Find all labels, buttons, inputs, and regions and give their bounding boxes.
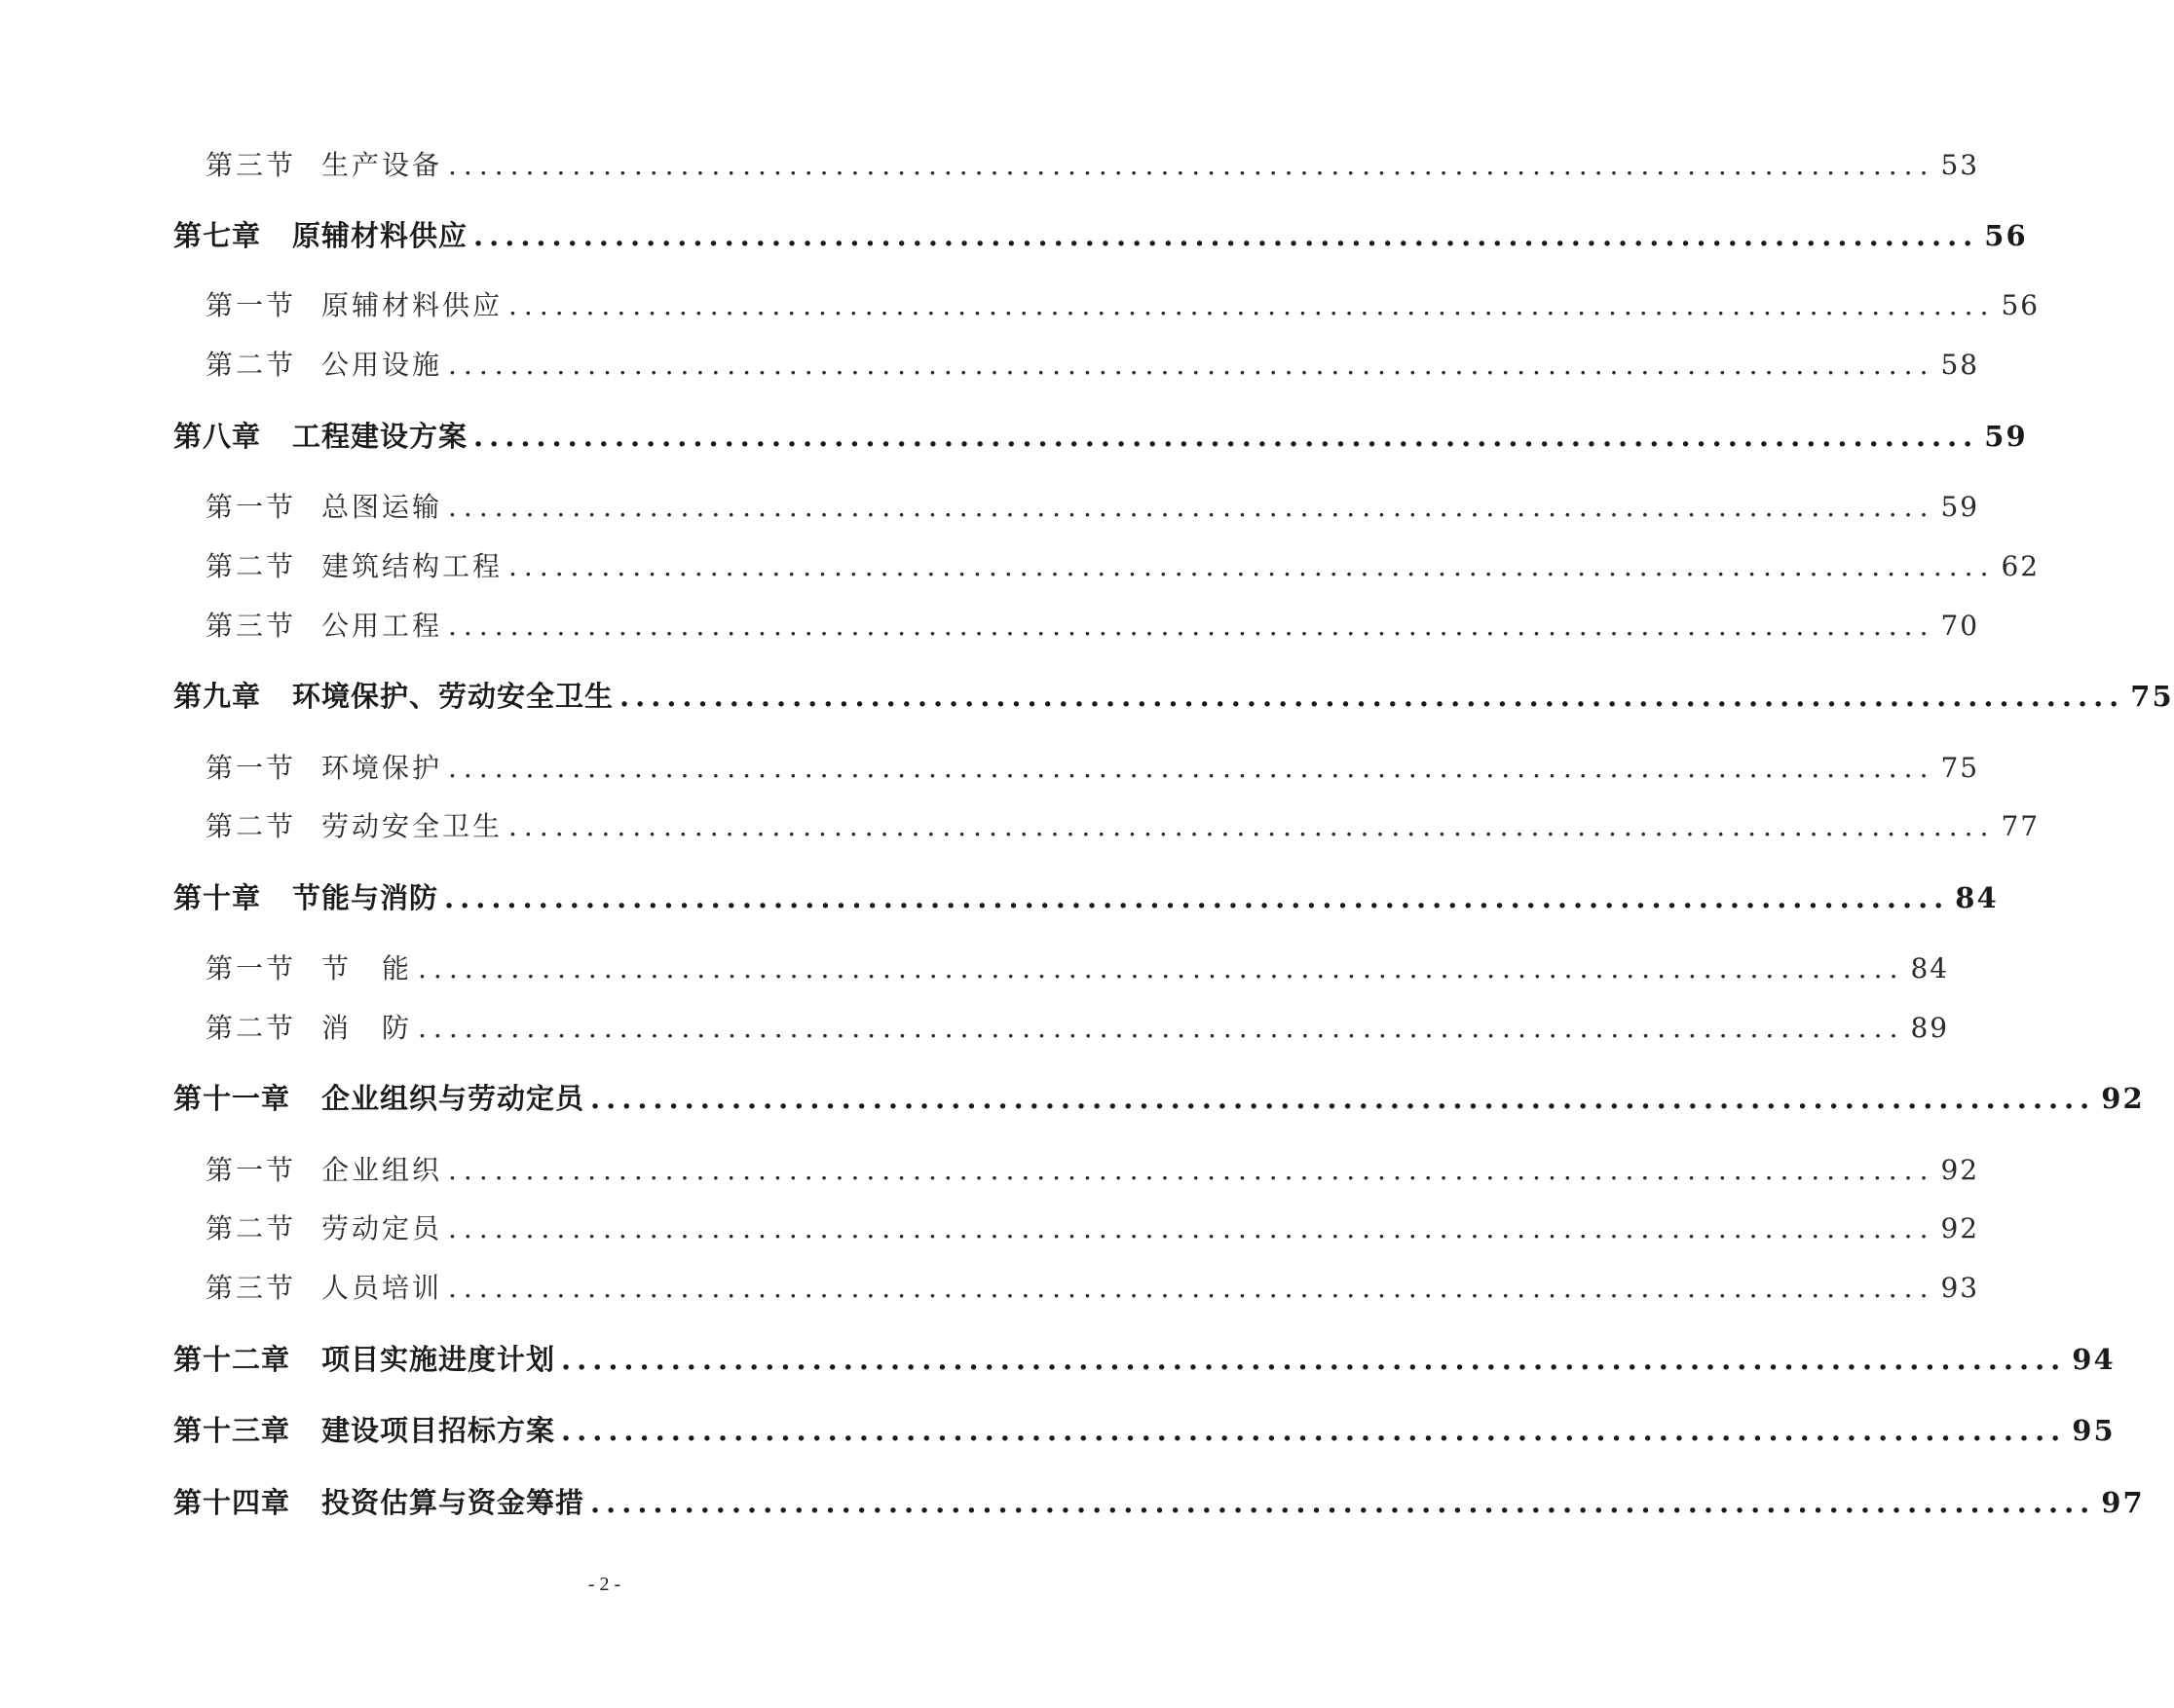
toc-entry-chapter[interactable]: [173, 876, 1999, 916]
dot-leader: ................................................................................................: [508, 289, 1996, 321]
page-number: 84: [1910, 952, 1950, 984]
toc-entry-chapter[interactable]: [173, 415, 2028, 455]
toc-entry-section[interactable]: [206, 1149, 1980, 1188]
dot-leader: ................................................................................................: [448, 149, 1935, 181]
dot-leader: ................................................................................................: [508, 810, 1996, 842]
section-number: 第一节: [206, 752, 297, 784]
page-number: 53: [1940, 149, 1980, 181]
page-number: 77: [2001, 810, 2041, 842]
page-number: 58: [1940, 349, 1980, 381]
chapter-title: 工程建设方案: [292, 420, 469, 453]
section-title: 节 能: [321, 952, 413, 984]
section-number: 第二节: [206, 810, 297, 842]
dot-leader: ................................................................................................: [448, 491, 1935, 523]
section-title: 消 防: [321, 1012, 413, 1044]
dot-leader: ................................................................................................: [448, 752, 1935, 784]
section-title: 企业组织: [321, 1154, 443, 1186]
chapter-number: 第八章: [173, 420, 262, 453]
section-title: 环境保护: [321, 752, 443, 784]
dot-leader: ................................................................................................: [418, 1012, 1905, 1044]
section-number: 第一节: [206, 491, 297, 523]
toc-entry-chapter[interactable]: [173, 1338, 2116, 1378]
toc-entry-section[interactable]: [206, 1207, 1980, 1246]
page-footer: [0, 1574, 1209, 1596]
chapter-number: 第九章: [173, 680, 262, 713]
page-number: 56: [2001, 289, 2041, 321]
chapter-number: 第十一章: [173, 1082, 291, 1115]
section-number: 第三节: [206, 610, 297, 642]
dot-leader: ................................................................................................: [473, 219, 1979, 252]
toc-entry-chapter[interactable]: [173, 675, 2174, 715]
page-number: 89: [1910, 1012, 1950, 1044]
section-number: 第二节: [206, 1012, 297, 1044]
dot-leader: ................................................................................................: [561, 1343, 2067, 1376]
toc-entry-section[interactable]: [206, 545, 2041, 584]
page-number: 92: [1940, 1154, 1980, 1186]
chapter-title: 节能与消防: [292, 881, 439, 914]
dot-leader: ................................................................................................: [448, 610, 1935, 642]
chapter-number: 第十章: [173, 881, 262, 914]
section-number: 第二节: [206, 1212, 297, 1244]
toc-entry-section[interactable]: [206, 1267, 1980, 1306]
toc-entry-section[interactable]: [206, 144, 1980, 183]
section-title: 原辅材料供应: [321, 289, 504, 321]
section-number: 第一节: [206, 1154, 297, 1186]
toc-entry-chapter[interactable]: [173, 1077, 2145, 1117]
toc-entry-chapter[interactable]: [173, 1409, 2116, 1449]
section-number: 第二节: [206, 349, 297, 381]
dot-leader: ................................................................................................: [619, 680, 2125, 713]
toc-entry-section[interactable]: [206, 747, 1980, 786]
section-title: 建筑结构工程: [321, 550, 504, 582]
chapter-number: 第七章: [173, 219, 262, 252]
toc-entry-section[interactable]: [206, 605, 1980, 644]
page-number: 97: [2101, 1486, 2145, 1519]
toc-entry-section[interactable]: [206, 486, 1980, 525]
section-number: 第二节: [206, 550, 297, 582]
section-title: 劳动定员: [321, 1212, 443, 1244]
section-number: 第三节: [206, 149, 297, 181]
toc-entry-section[interactable]: [206, 1007, 1950, 1046]
chapter-number: 第十四章: [173, 1486, 291, 1519]
section-number: 第一节: [206, 289, 297, 321]
dot-leader: ................................................................................................: [448, 1154, 1935, 1186]
dot-leader: ................................................................................................: [448, 349, 1935, 381]
page-number: 84: [1955, 881, 1999, 914]
chapter-number: 第十三章: [173, 1414, 291, 1447]
dot-leader: ................................................................................................: [473, 420, 1979, 453]
section-number: 第三节: [206, 1272, 297, 1304]
page-number: 92: [2101, 1082, 2145, 1115]
section-title: 公用工程: [321, 610, 443, 642]
chapter-number: 第十二章: [173, 1343, 291, 1376]
page-number: 59: [1940, 491, 1980, 523]
page-number: 75: [1940, 752, 1980, 784]
toc-entry-section[interactable]: [206, 344, 1980, 383]
section-title: 人员培训: [321, 1272, 443, 1304]
page-number: 70: [1940, 610, 1980, 642]
page-number: 62: [2001, 550, 2041, 582]
dot-leader: ................................................................................................: [561, 1414, 2067, 1447]
chapter-title: 环境保护、劳动安全卫生: [292, 680, 615, 713]
dot-leader: ................................................................................................: [590, 1082, 2096, 1115]
section-title: 劳动安全卫生: [321, 810, 504, 842]
chapter-title: 原辅材料供应: [292, 219, 469, 252]
chapter-title: 建设项目招标方案: [321, 1414, 556, 1447]
dot-leader: ................................................................................................: [508, 550, 1996, 582]
chapter-title: 企业组织与劳动定员: [321, 1082, 585, 1115]
dot-leader: ................................................................................................: [444, 881, 1950, 914]
dot-leader: ................................................................................................: [448, 1272, 1935, 1304]
toc-entry-section[interactable]: [206, 947, 1950, 986]
page-number: 94: [2072, 1343, 2116, 1376]
dot-leader: ................................................................................................: [448, 1212, 1935, 1244]
footer-page-number: - 2 -: [587, 1574, 621, 1595]
page-number: 92: [1940, 1212, 1980, 1244]
toc-entry-section[interactable]: [206, 805, 2041, 844]
section-number: 第一节: [206, 952, 297, 984]
chapter-title: 项目实施进度计划: [321, 1343, 556, 1376]
page-number: 95: [2072, 1414, 2116, 1447]
section-title: 生产设备: [321, 149, 443, 181]
toc-entry-chapter[interactable]: [173, 214, 2028, 254]
page-number: 56: [1984, 219, 2028, 252]
page-number: 75: [2130, 680, 2174, 713]
toc-entry-section[interactable]: [206, 284, 2041, 323]
toc-entry-chapter[interactable]: [173, 1481, 2145, 1521]
chapter-title: 投资估算与资金筹措: [321, 1486, 585, 1519]
section-title: 公用设施: [321, 349, 443, 381]
dot-leader: ................................................................................................: [590, 1486, 2096, 1519]
dot-leader: ................................................................................................: [418, 952, 1905, 984]
page-number: 59: [1984, 420, 2028, 453]
page-number: 93: [1940, 1272, 1980, 1304]
section-title: 总图运输: [321, 491, 443, 523]
